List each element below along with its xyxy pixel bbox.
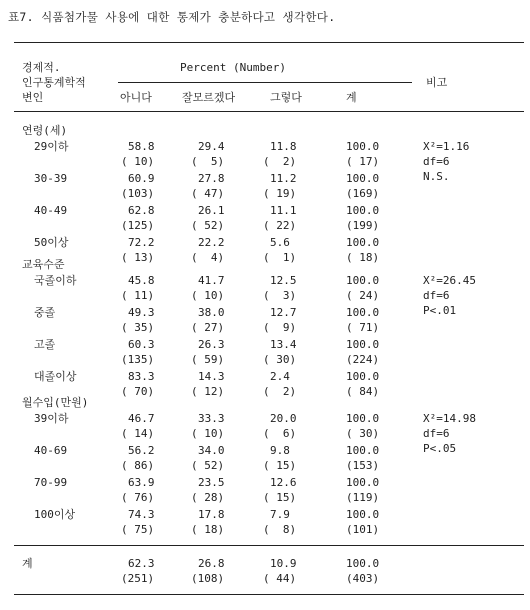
count-cell: (103)	[121, 187, 155, 200]
count-cell: ( 11)	[121, 289, 155, 302]
pct-cell: 23.5	[198, 476, 225, 489]
count-cell: ( 47)	[191, 187, 225, 200]
pct-cell: 5.6	[270, 236, 290, 249]
pct-cell: 13.4	[270, 338, 297, 351]
count-cell: ( 18)	[191, 523, 225, 536]
count-cell: (153)	[346, 459, 380, 472]
count-cell: ( 52)	[191, 459, 225, 472]
stat-cell: P<.01	[423, 304, 457, 317]
pct-cell: 63.9	[128, 476, 155, 489]
percent-header: Percent (Number)	[180, 61, 286, 74]
row-label: 39이하	[34, 412, 69, 425]
table-title: 표7. 식품첨가물 사용에 대한 통제가 충분하다고 생각한다.	[8, 10, 336, 24]
bottom-rule	[14, 594, 524, 595]
row-label: 중졸	[34, 306, 56, 319]
count-cell: ( 76)	[121, 491, 155, 504]
col-header-disagree: 아니다	[120, 91, 152, 104]
count-cell: ( 15)	[263, 491, 297, 504]
row-label: 대졸이상	[34, 370, 77, 383]
count-cell: ( 30)	[346, 427, 380, 440]
count-cell: ( 84)	[346, 385, 380, 398]
pct-cell: 26.1	[198, 204, 225, 217]
count-cell: ( 1)	[263, 251, 297, 264]
group-label: 월수입(만원)	[22, 396, 89, 409]
pct-cell: 100.0	[346, 444, 380, 457]
pct-cell: 49.3	[128, 306, 155, 319]
pct-cell: 29.4	[198, 140, 225, 153]
count-cell: ( 19)	[263, 187, 297, 200]
pct-cell: 26.3	[198, 338, 225, 351]
count-cell: ( 70)	[121, 385, 155, 398]
pct-cell: 12.7	[270, 306, 297, 319]
pct-cell: 20.0	[270, 412, 297, 425]
count-cell: (101)	[346, 523, 380, 536]
pct-cell: 34.0	[198, 444, 225, 457]
pct-cell: 56.2	[128, 444, 155, 457]
pct-cell: 100.0	[346, 236, 380, 249]
top-rule	[14, 42, 524, 43]
count-cell: ( 10)	[191, 427, 225, 440]
stat-cell: N.S.	[423, 170, 450, 183]
count-cell: ( 5)	[191, 155, 225, 168]
pct-cell: 100.0	[346, 370, 380, 383]
pct-cell: 62.8	[128, 204, 155, 217]
pct-cell: 100.0	[346, 306, 380, 319]
pct-cell: 100.0	[346, 274, 380, 287]
stat-cell: X²=1.16	[423, 140, 470, 153]
pct-cell: 7.9	[270, 508, 290, 521]
total-cell: 62.3	[128, 557, 155, 570]
pct-cell: 72.2	[128, 236, 155, 249]
row-label: 고졸	[34, 338, 56, 351]
total-count: (251)	[121, 572, 155, 585]
pct-cell: 100.0	[346, 508, 380, 521]
pct-cell: 74.3	[128, 508, 155, 521]
group-label: 연령(세)	[22, 124, 68, 137]
total-cell: 10.9	[270, 557, 297, 570]
pct-cell: 46.7	[128, 412, 155, 425]
count-cell: ( 2)	[263, 385, 297, 398]
total-rule	[14, 545, 524, 546]
pct-cell: 41.7	[198, 274, 225, 287]
pct-cell: 100.0	[346, 412, 380, 425]
count-cell: ( 17)	[346, 155, 380, 168]
count-cell: ( 75)	[121, 523, 155, 536]
total-count: ( 44)	[263, 572, 297, 585]
count-cell: (119)	[346, 491, 380, 504]
remark-header: 비고	[426, 76, 448, 89]
pct-cell: 12.6	[270, 476, 297, 489]
pct-cell: 11.1	[270, 204, 297, 217]
count-cell: (169)	[346, 187, 380, 200]
count-cell: ( 59)	[191, 353, 225, 366]
pct-cell: 45.8	[128, 274, 155, 287]
row-label: 30-39	[34, 172, 68, 185]
count-cell: ( 27)	[191, 321, 225, 334]
count-cell: ( 71)	[346, 321, 380, 334]
stat-cell: df=6	[423, 155, 450, 168]
pct-cell: 38.0	[198, 306, 225, 319]
pct-cell: 58.8	[128, 140, 155, 153]
count-cell: ( 28)	[191, 491, 225, 504]
count-cell: ( 10)	[121, 155, 155, 168]
stat-cell: P<.05	[423, 442, 457, 455]
count-cell: ( 10)	[191, 289, 225, 302]
col-header-agree: 그렇다	[270, 91, 302, 104]
count-cell: ( 22)	[263, 219, 297, 232]
stat-cell: X²=14.98	[423, 412, 476, 425]
row-label: 70-99	[34, 476, 68, 489]
count-cell: ( 3)	[263, 289, 297, 302]
pct-cell: 100.0	[346, 476, 380, 489]
pct-cell: 27.8	[198, 172, 225, 185]
count-cell: ( 35)	[121, 321, 155, 334]
count-cell: (125)	[121, 219, 155, 232]
row-label: 40-49	[34, 204, 68, 217]
stat-cell: df=6	[423, 427, 450, 440]
count-cell: ( 12)	[191, 385, 225, 398]
col-header-unsure: 잘모르겠다	[182, 91, 236, 104]
pct-cell: 100.0	[346, 140, 380, 153]
pct-cell: 9.8	[270, 444, 290, 457]
count-cell: (135)	[121, 353, 155, 366]
pct-cell: 11.2	[270, 172, 297, 185]
stat-cell: df=6	[423, 289, 450, 302]
total-cell: 100.0	[346, 557, 380, 570]
pct-cell: 83.3	[128, 370, 155, 383]
pct-cell: 60.9	[128, 172, 155, 185]
variable-header-line3: 변인	[22, 91, 44, 104]
total-count: (403)	[346, 572, 380, 585]
count-cell: ( 14)	[121, 427, 155, 440]
col-header-total: 계	[346, 91, 357, 104]
count-cell: ( 52)	[191, 219, 225, 232]
pct-cell: 17.8	[198, 508, 225, 521]
count-cell: ( 86)	[121, 459, 155, 472]
total-cell: 26.8	[198, 557, 225, 570]
pct-cell: 100.0	[346, 338, 380, 351]
count-cell: ( 4)	[191, 251, 225, 264]
pct-cell: 2.4	[270, 370, 290, 383]
count-cell: ( 9)	[263, 321, 297, 334]
pct-cell: 14.3	[198, 370, 225, 383]
variable-header-line1: 경제적.	[22, 61, 61, 74]
group-label: 교육수준	[22, 258, 65, 271]
count-cell: ( 18)	[346, 251, 380, 264]
count-cell: ( 6)	[263, 427, 297, 440]
row-label: 40-69	[34, 444, 68, 457]
count-cell: ( 13)	[121, 251, 155, 264]
percent-underline	[118, 82, 412, 83]
pct-cell: 60.3	[128, 338, 155, 351]
row-label: 29이하	[34, 140, 69, 153]
count-cell: ( 15)	[263, 459, 297, 472]
pct-cell: 100.0	[346, 204, 380, 217]
row-label: 국졸이하	[34, 274, 77, 287]
row-label: 50이상	[34, 236, 69, 249]
pct-cell: 100.0	[346, 172, 380, 185]
count-cell: ( 30)	[263, 353, 297, 366]
pct-cell: 12.5	[270, 274, 297, 287]
total-row-label: 계	[22, 557, 33, 570]
count-cell: (199)	[346, 219, 380, 232]
count-cell: (224)	[346, 353, 380, 366]
count-cell: ( 8)	[263, 523, 297, 536]
header-rule	[14, 111, 524, 112]
variable-header-line2: 인구통계학적	[22, 76, 86, 89]
pct-cell: 22.2	[198, 236, 225, 249]
count-cell: ( 2)	[263, 155, 297, 168]
total-count: (108)	[191, 572, 225, 585]
count-cell: ( 24)	[346, 289, 380, 302]
pct-cell: 11.8	[270, 140, 297, 153]
pct-cell: 33.3	[198, 412, 225, 425]
stat-cell: X²=26.45	[423, 274, 476, 287]
row-label: 100이상	[34, 508, 76, 521]
